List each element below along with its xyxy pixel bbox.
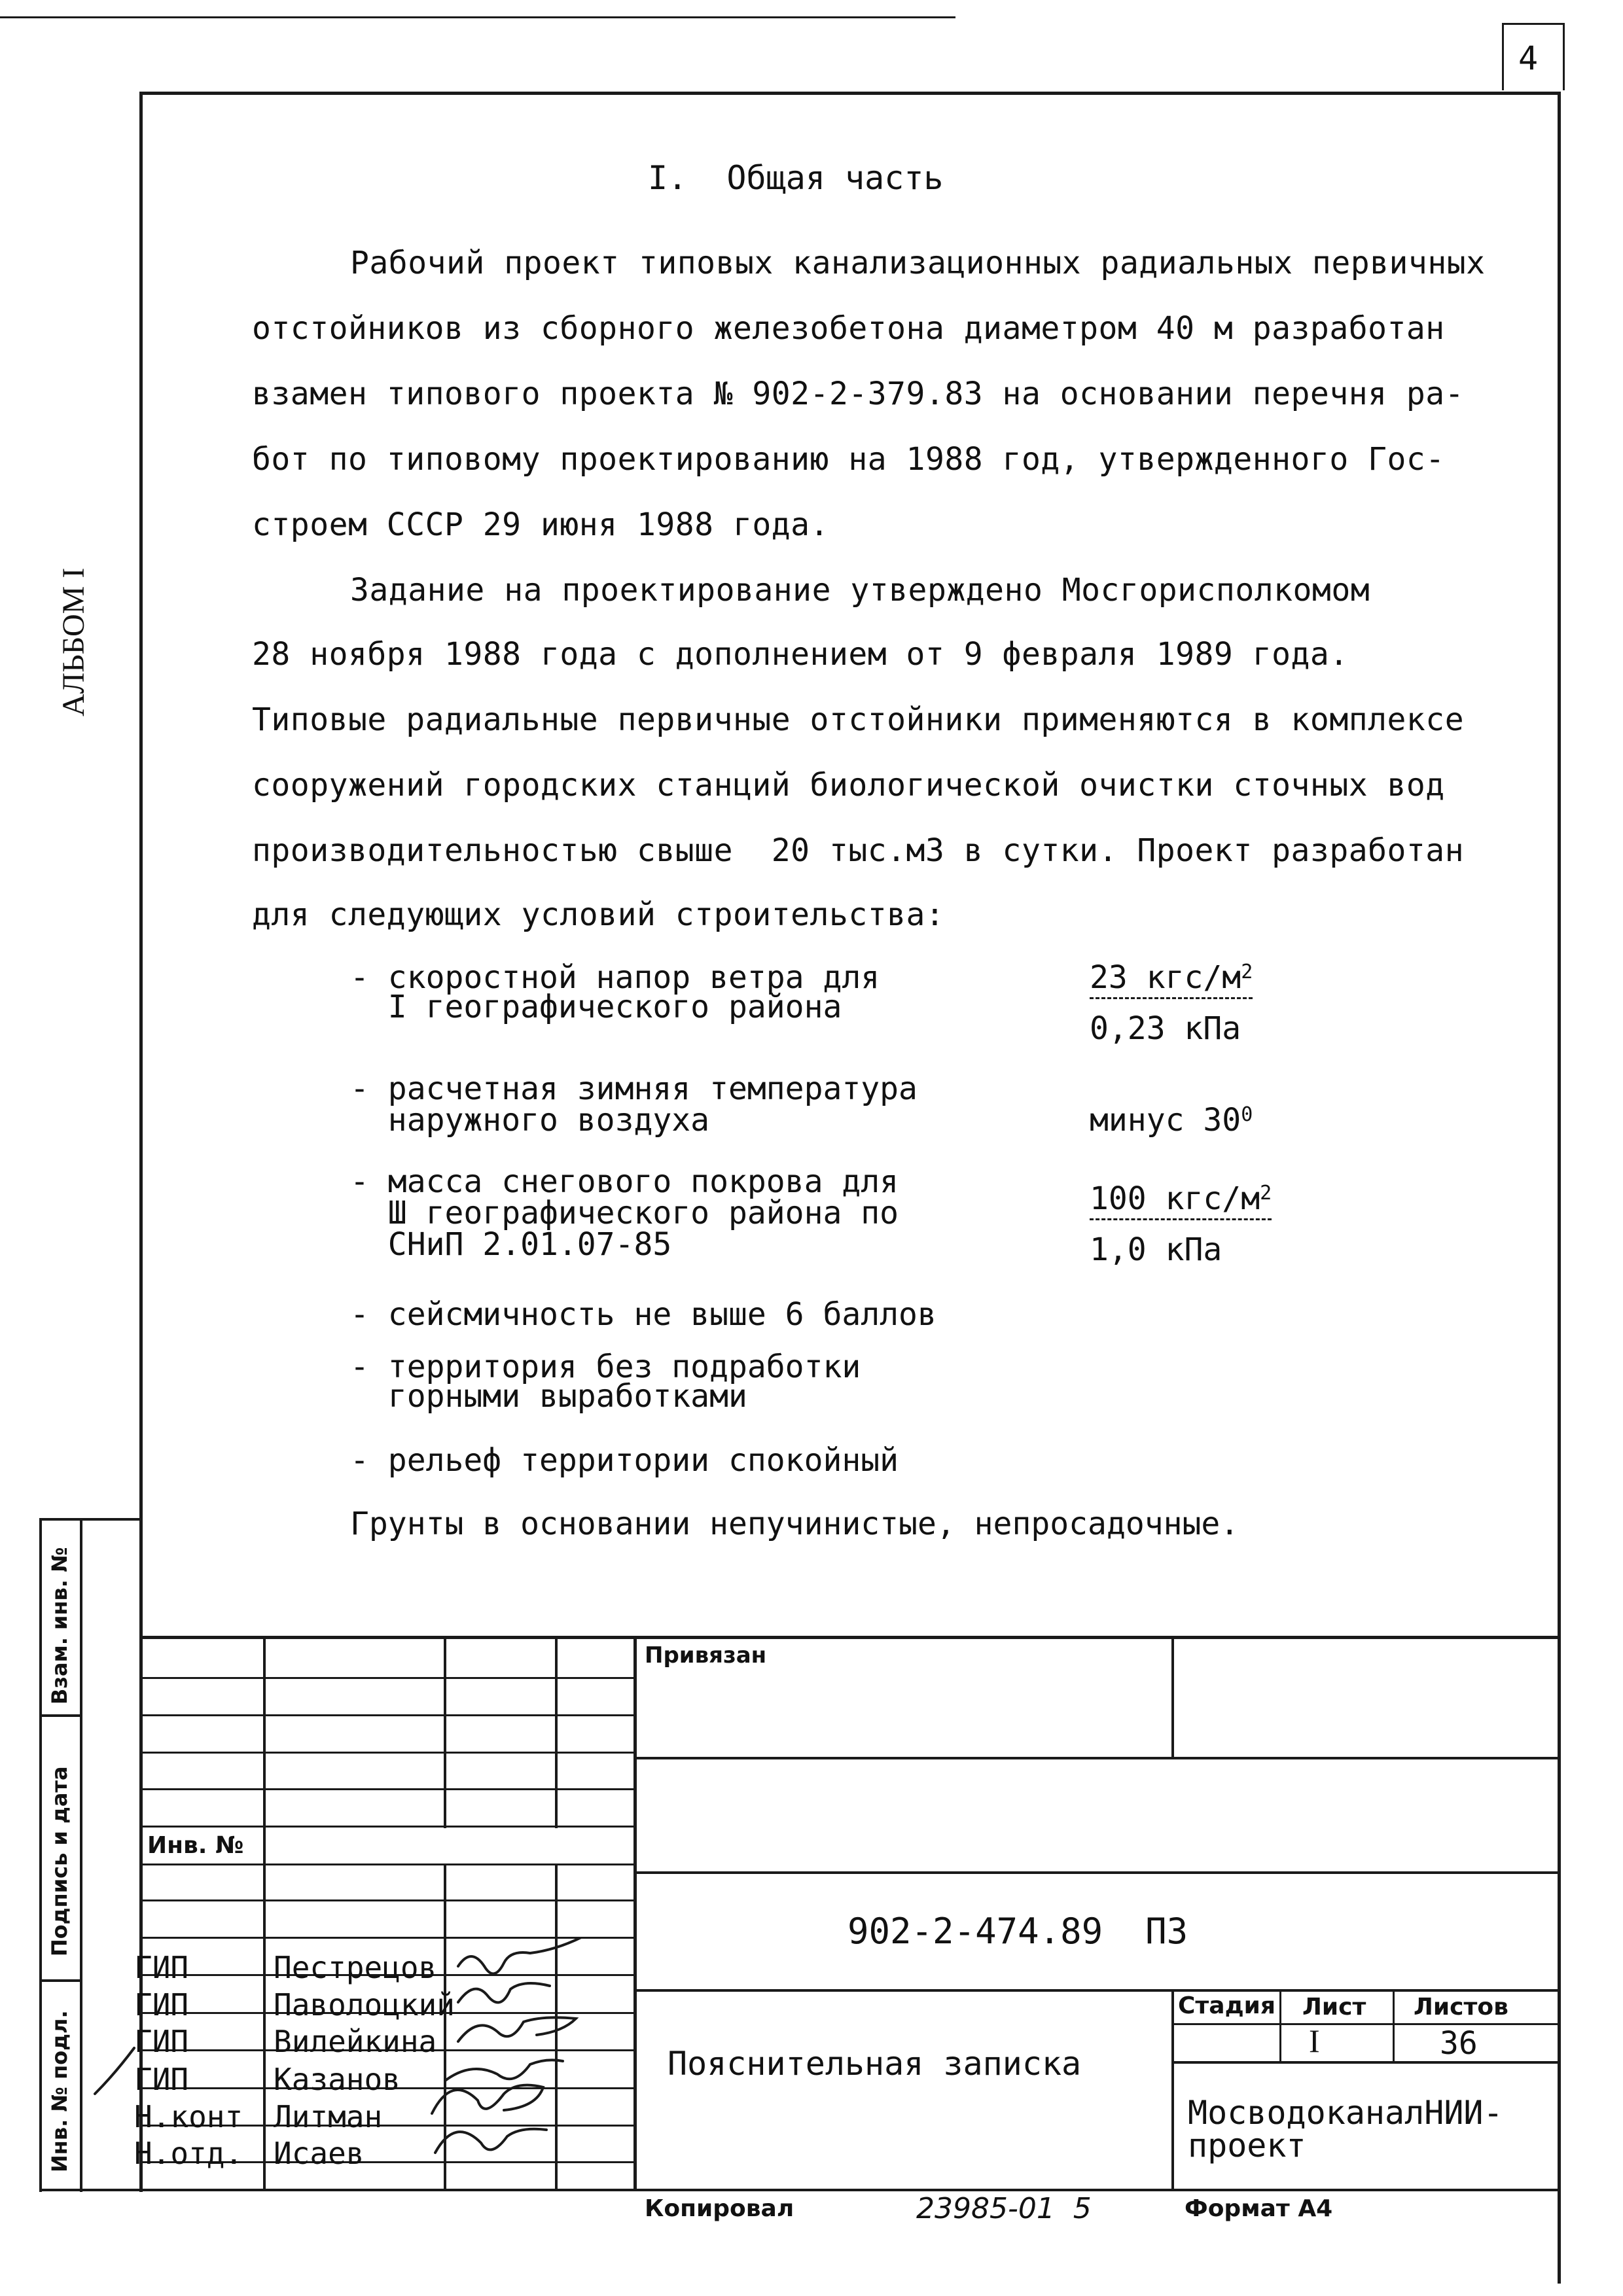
signature-2 (458, 1983, 550, 2002)
signer-4-role: ГИП (134, 2062, 189, 2097)
tb-row-5 (139, 1826, 635, 1828)
side-label-vzam: Взам. инв. № (47, 1547, 72, 1704)
signatures (92, 1937, 615, 2192)
signer-1-role: ГИП (134, 1950, 189, 1985)
signature-5 (432, 2085, 543, 2113)
signature-1 (458, 1937, 582, 1973)
signature-left (95, 2048, 134, 2094)
privyazan-label: Привязан (645, 1642, 767, 1669)
doc-title: Пояснительная записка (668, 2045, 1082, 2083)
footer-format: Формат А4 (1185, 2195, 1333, 2222)
paragraph-1-line-2: отстойников из сборного железобетона диаметром 40 м разработан (252, 310, 1445, 347)
side-strip-right (80, 1518, 82, 2192)
condition-temp-line-2: наружного воздуха (350, 1102, 710, 1139)
condition-territory-line-2: горными выработками (350, 1378, 747, 1415)
top-rule (0, 16, 955, 18)
frame-top (139, 92, 1561, 95)
side-strip-left (39, 1518, 42, 2192)
condition-seismic: - сейсмичность не выше 6 баллов (350, 1296, 936, 1333)
wind-value-top (1090, 959, 1253, 999)
stage-col-2 (1393, 1989, 1395, 2062)
paragraph-2-line-3: Типовые радиальные первичные отстойники применяются в комплексе (252, 701, 1465, 738)
snow-value-bottom: 1,0 кПа (1090, 1231, 1222, 1268)
footer-number: 23985-01 5 (916, 2192, 1092, 2225)
tb-right-h3 (633, 1989, 1560, 1992)
tb-top (139, 1636, 1561, 1639)
condition-wind-line-2: I географического района (350, 989, 842, 1025)
section-heading: I. Общая часть (648, 159, 944, 197)
stage-header: Стадия (1178, 1992, 1275, 2019)
inv-row-bottom (139, 1863, 635, 1865)
paragraph-2-line-1: Задание на проектирование утверждено Мосгорисполкомом (350, 572, 1370, 609)
signer-4-name: Казанов (274, 2062, 401, 2097)
signer-6-name: Исаев (274, 2136, 365, 2171)
paragraph-2-line-2: 28 ноября 1988 года с дополнением от 9 февраля 1989 года. (252, 636, 1349, 673)
tb-right-h2 (633, 1871, 1560, 1874)
temp-value-text: минус 30 (1090, 1102, 1241, 1139)
snow-value-top (1090, 1180, 1272, 1220)
signer-6-role: Н.отд. (134, 2136, 243, 2171)
snow-value-top-sup: 2 (1260, 1182, 1272, 1205)
signer-2-name: Паволоцкий (274, 1987, 455, 2022)
wind-value-top-text: 23 кгс/м (1090, 959, 1241, 996)
temp-value-sup: 0 (1241, 1103, 1253, 1126)
tb-row-1 (139, 1677, 635, 1679)
tb-col-4 (633, 1636, 637, 2191)
tb-right-v1 (1171, 1636, 1174, 1758)
frame-right (1558, 92, 1561, 2284)
paragraph-1-line-4: бот по типовому проектированию на 1988 год, утвержденного Гос- (252, 441, 1445, 478)
condition-wind-line-1: - скоростной напор ветра для (350, 959, 880, 996)
tb-right-v2 (1171, 1989, 1174, 2191)
footer-copied: Копировал (645, 2195, 794, 2222)
condition-snow-line-1: - масса снегового покрова для (350, 1163, 899, 1200)
stage-row-1 (1171, 2023, 1560, 2025)
temp-value (1090, 1102, 1253, 1139)
side-label-inv-podl: Инв. № подл. (47, 2010, 72, 2172)
tb-row-2 (139, 1714, 635, 1716)
signer-5-name: Литман (274, 2099, 383, 2134)
paragraph-2-line-6: для следующих условий строительства: (252, 896, 945, 933)
signature-3 (458, 2017, 576, 2041)
side-strip-top (39, 1518, 141, 1521)
wind-value-bottom: 0,23 кПа (1090, 1010, 1241, 1047)
tb-row-7 (139, 1899, 635, 1901)
paragraph-2-line-4: сооружений городских станций биологической очистки сточных вод (252, 767, 1445, 804)
page-number: 4 (1518, 39, 1539, 77)
inv-no-label: Инв. № (147, 1832, 244, 1859)
inv-row-mask (266, 1828, 633, 1863)
side-divider-2 (39, 1979, 81, 1982)
tb-row-3 (139, 1752, 635, 1754)
condition-relief: - рельеф территории спокойный (350, 1442, 899, 1479)
signature-4 (445, 2060, 563, 2081)
side-divider-1 (39, 1714, 81, 1717)
closing-sentence: Грунты в основании непучинистые, непросадочные. (350, 1506, 1240, 1542)
condition-temp-line-1: - расчетная зимняя температура (350, 1070, 918, 1107)
signer-5-role: Н.конт (134, 2099, 243, 2134)
signer-1-name: Пестрецов (274, 1950, 437, 1985)
snow-value-top-text: 100 кгс/м (1090, 1180, 1260, 1217)
org-line-1: МосводоканалНИИ- (1188, 2094, 1503, 2132)
wind-value-top-sup: 2 (1241, 961, 1253, 983)
doc-code: 902-2-474.89 ПЗ (847, 1911, 1188, 1952)
sheets-value: 36 (1440, 2025, 1478, 2062)
album-label: АЛЬБОМ I (56, 567, 91, 716)
paragraph-1-line-5: строем СССР 29 июня 1988 года. (252, 506, 829, 543)
condition-snow-line-2: Ш географического района по (350, 1195, 899, 1231)
condition-snow-line-3: СНиП 2.01.07-85 (350, 1226, 672, 1263)
condition-territory-line-1: - территория без подработки (350, 1349, 861, 1385)
frame-left (139, 92, 143, 2192)
sheets-header: Листов (1414, 1994, 1508, 2021)
paragraph-1-line-1: Рабочий проект типовых канализационных радиальных первичных (350, 245, 1486, 281)
tb-right-h1 (633, 1757, 1560, 1759)
stage-row-2 (1171, 2061, 1560, 2064)
paragraph-2-line-5: производительностью свыше 20 тыс.м3 в сутки. Проект разработан (252, 832, 1465, 869)
tb-row-4 (139, 1788, 635, 1790)
side-label-podpis: Подпись и дата (47, 1766, 72, 1956)
stage-col-1 (1279, 1989, 1281, 2062)
sheet-header: Лист (1302, 1994, 1366, 2021)
sheet-value: I (1309, 2022, 1320, 2059)
signer-2-role: ГИП (134, 1987, 189, 2022)
signature-6 (435, 2129, 546, 2153)
signer-3-name: Вилейкина (274, 2024, 437, 2059)
org-line-2: проект (1188, 2127, 1306, 2164)
signer-3-role: ГИП (134, 2024, 189, 2059)
paragraph-1-line-3: взамен типового проекта № 902-2-379.83 на основании перечня ра- (252, 376, 1465, 412)
